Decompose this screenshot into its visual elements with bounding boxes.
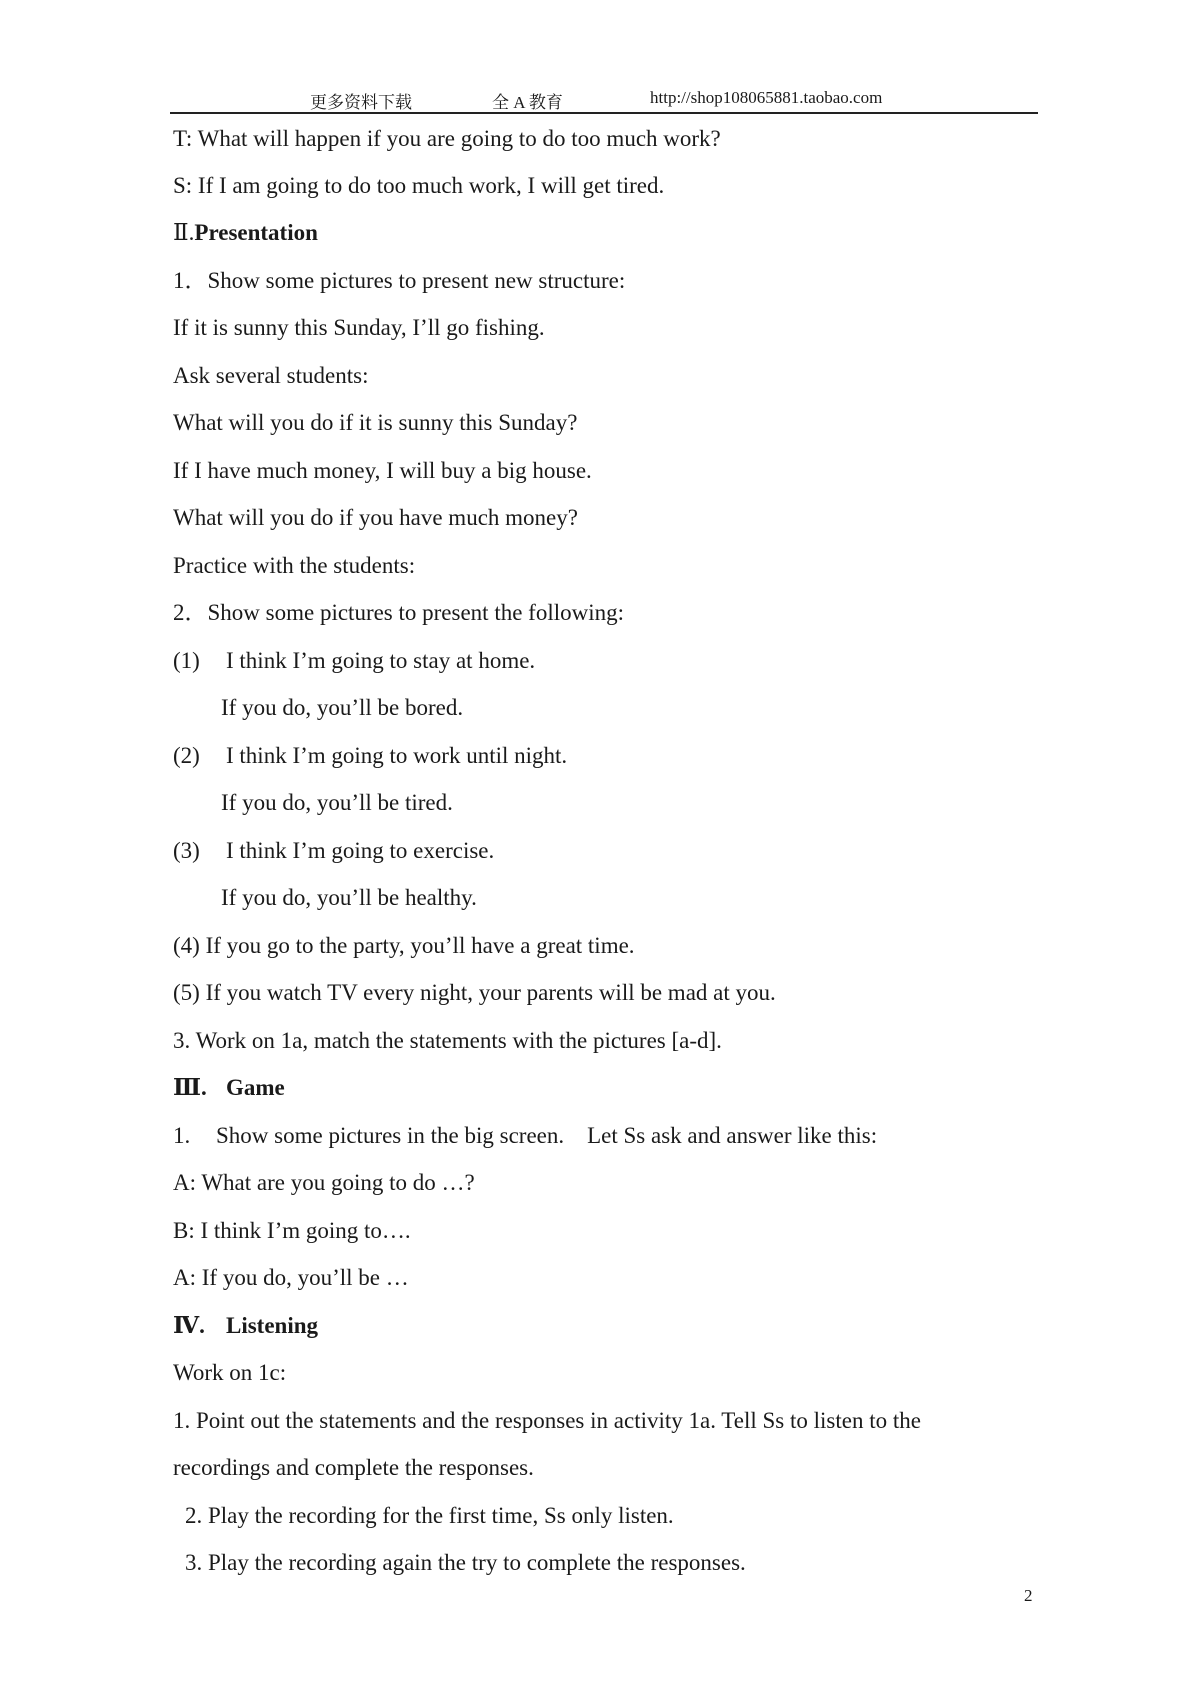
list-text: I think I’m going to stay at home. xyxy=(226,648,536,673)
header-middle-text: 全 A 教育 xyxy=(492,93,563,112)
section-heading-listening xyxy=(173,1311,318,1341)
list-number: (3) xyxy=(173,838,200,863)
list-text: I think I’m going to work until night. xyxy=(226,743,568,768)
paragraph-line: If you do, you’ll be tired. xyxy=(221,790,453,815)
paragraph-line: If you do, you’ll be bored. xyxy=(221,695,464,720)
header-left-text: 更多资料下载 xyxy=(310,93,412,112)
paragraph-line: S: If I am going to do too much work, I will get tired. xyxy=(173,173,665,198)
paragraph-line: What will you do if you have much money? xyxy=(173,505,578,530)
paragraph-line: (4) If you go to the party, you’ll have a great time. xyxy=(173,933,635,958)
list-text: Show some pictures in the big screen. Let Ss ask and answer like this: xyxy=(216,1123,878,1148)
section-number: Ⅳ. xyxy=(173,1313,205,1338)
paragraph-line: 2. Play the recording for the first time, Ss only listen. xyxy=(185,1503,674,1528)
paragraph-line: 3. Work on 1a, match the statements with the pictures [a-d]. xyxy=(173,1028,722,1053)
paragraph-line: 1．Show some pictures to present new structure: xyxy=(173,268,626,293)
section-number: Ⅲ. xyxy=(173,1075,207,1100)
list-text: I think I’m going to exercise. xyxy=(226,838,495,863)
header-url: http://shop108065881.taobao.com xyxy=(650,88,883,107)
list-item xyxy=(173,646,535,676)
paragraph-line: What will you do if it is sunny this Sunday? xyxy=(173,410,578,435)
paragraph-line: Work on 1c: xyxy=(173,1360,287,1385)
paragraph-line: If it is sunny this Sunday, I’ll go fishing. xyxy=(173,315,545,340)
section-heading-presentation xyxy=(173,218,318,248)
paragraph-line: Ask several students: xyxy=(173,363,369,388)
page-header xyxy=(170,84,1038,114)
paragraph-line: If you do, you’ll be healthy. xyxy=(221,885,477,910)
paragraph-line: (5) If you watch TV every night, your parents will be mad at you. xyxy=(173,980,776,1005)
list-number: 1. xyxy=(173,1123,191,1148)
section-heading-game xyxy=(173,1073,285,1103)
list-item xyxy=(173,741,567,771)
paragraph-line: T: What will happen if you are going to do too much work? xyxy=(173,126,721,151)
paragraph-line: 1. Point out the statements and the responses in activity 1a. Tell Ss to listen to the xyxy=(173,1408,921,1433)
paragraph-line: If I have much money, I will buy a big house. xyxy=(173,458,592,483)
list-item xyxy=(173,836,494,866)
list-number: (2) xyxy=(173,743,200,768)
paragraph-line: A: If you do, you’ll be … xyxy=(173,1265,409,1290)
paragraph-line: A: What are you going to do …? xyxy=(173,1170,475,1195)
section-title: Game xyxy=(226,1075,285,1100)
paragraph-line: Practice with the students: xyxy=(173,553,416,578)
paragraph-line: B: I think I’m going to…. xyxy=(173,1218,411,1243)
list-item xyxy=(173,1121,877,1151)
section-title: Presentation xyxy=(194,220,318,245)
paragraph-line: 2．Show some pictures to present the following: xyxy=(173,600,624,625)
page-number: 2 xyxy=(1024,1586,1033,1605)
paragraph-line: 3. Play the recording again the try to complete the responses. xyxy=(185,1550,746,1575)
section-number: Ⅱ. xyxy=(173,220,195,245)
section-title: Listening xyxy=(226,1313,319,1338)
list-number: (1) xyxy=(173,648,200,673)
paragraph-line: recordings and complete the responses. xyxy=(173,1455,534,1480)
